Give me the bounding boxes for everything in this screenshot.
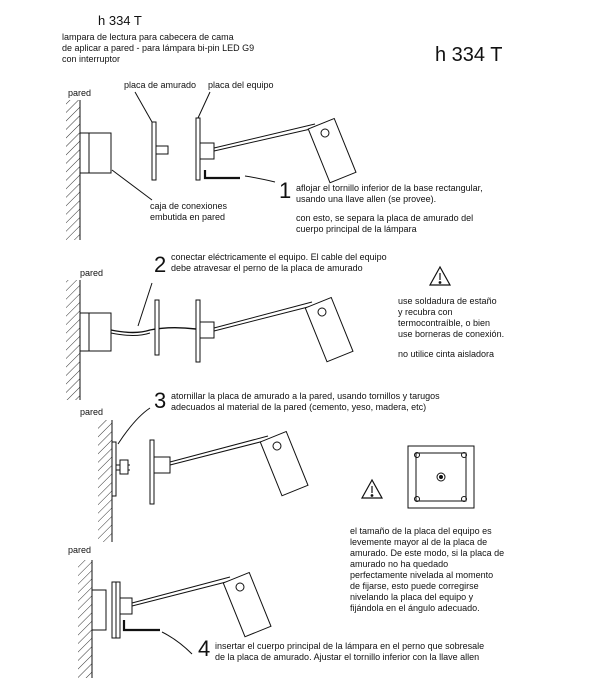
warning-1-line-2: y recubra con (398, 307, 453, 317)
description-line-3: con interruptor (62, 54, 121, 64)
warning-2-line-4: amurado no ha quedado (350, 559, 449, 569)
step-1-line-1: aflojar el tornillo inferior de la base rectangular, (296, 183, 483, 193)
warning-2-line-3: amurado. De este modo, si la placa de (350, 548, 505, 558)
warning-2-line-8: fijándola en el ángulo adecuado. (350, 603, 480, 613)
figure-step-3 (98, 408, 308, 542)
step-1-line-2: usando una llave allen (se provee). (296, 194, 437, 204)
label-pared-4: pared (68, 545, 92, 555)
warning-triangle-icon (362, 480, 382, 498)
warning-2-line-2: levemente mayor al de la placa de (350, 537, 488, 547)
step-number-4: 4 (198, 636, 211, 661)
step-2-line-2: debe atravesar el perno de la placa de amurado (171, 263, 363, 273)
label-pared: pared (68, 88, 92, 98)
label-pared-2: pared (80, 268, 104, 278)
step-number-1: 1 (279, 178, 292, 203)
warning-triangle-icon (430, 267, 450, 285)
step-3-line-1: atornillar la placa de amurado a la pared, usando tornillos y tarugos (171, 391, 440, 401)
step-3-line-2: adecuados al material de la pared (cemento, yeso, madera, etc) (171, 402, 427, 412)
step-number-3: 3 (154, 388, 167, 413)
step-number-2: 2 (154, 252, 167, 277)
warning-1-line-3: termocontraíble, o bien (398, 318, 491, 328)
step-1-extra-1: con esto, se separa la placa de amurado del (296, 213, 474, 223)
description-line-1: lampara de lectura para cabecera de cama (62, 32, 234, 42)
figure-step-2 (66, 280, 353, 400)
warning-2-line-1: el tamaño de la placa del equipo es (350, 526, 492, 536)
warning-2-line-7: nivelando la placa del equipo y (350, 592, 474, 602)
label-caja-conexiones-1: caja de conexiones (150, 201, 228, 211)
label-caja-conexiones-2: embutida en pared (150, 212, 226, 222)
step-2-line-1: conectar eléctricamente el equipo. El cable del equipo (171, 252, 387, 262)
warning-2-line-6: de fijarse, esto puede corregirse (350, 581, 479, 591)
step-4-line-1: insertar el cuerpo principal de la lámpara en el perno que sobresale (215, 641, 485, 651)
mounting-plate-front-view (408, 446, 474, 508)
step-1-extra-2: cuerpo principal de la lámpara (296, 224, 417, 234)
product-code-large: h 334 T (435, 44, 503, 66)
warning-1-note: no utilice cinta aisladora (398, 349, 495, 359)
warning-1-line-1: use soldadura de estaño (398, 296, 497, 306)
warning-2-line-5: perfectamente nivelada al momento (350, 570, 494, 580)
label-placa-amurado: placa de amurado (124, 80, 197, 90)
label-pared-3: pared (80, 407, 104, 417)
label-placa-equipo: placa del equipo (208, 80, 274, 90)
warning-1-line-4: use borneras de conexión. (398, 329, 505, 339)
description-line-2: de aplicar a pared - para lámpara bi-pin LED G9 (62, 43, 255, 53)
step-4-line-2: de la placa de amurado. Ajustar el tornillo inferior con la llave allen (215, 652, 480, 662)
product-code-small: h 334 T (98, 13, 142, 28)
